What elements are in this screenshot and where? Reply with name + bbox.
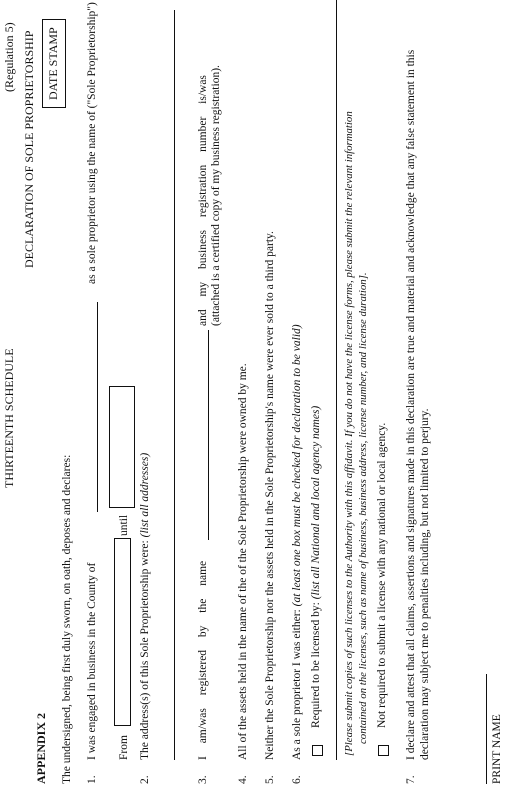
item-1-text: I was engaged in business in the County of (86, 562, 98, 760)
from-label: From (118, 735, 130, 760)
county-field[interactable] (97, 302, 98, 512)
from-date-field[interactable] (114, 538, 131, 726)
item-1-number: 1. (86, 775, 98, 784)
item-4-number: 4. (237, 775, 249, 784)
regulation-label: (Regulation 5) (2, 22, 16, 92)
item-6-note: (at least one box must be checked for declaration to be valid) (291, 324, 303, 607)
print-name-label: PRINT NAME (491, 714, 503, 784)
item-3-part1: I am/was registered by the name (197, 560, 209, 760)
submit-note-line2: contained on the licenses, such as name of business, business address, license number, and license duration]. (357, 272, 369, 744)
item-3-number: 3. (197, 775, 209, 784)
not-required-checkbox[interactable] (378, 745, 389, 756)
not-required-label: Not required to submit a license with any national or local agency. (376, 422, 388, 728)
item-5-text: Neither the Sole Proprietorship nor the assets held in the Sole Proprietorship's name were ever sold to a third party. (264, 231, 276, 760)
until-date-field[interactable] (109, 386, 135, 508)
item-1-suffix: as a sole proprietor using the name of ("Sole Proprietorship") (86, 2, 98, 284)
page-title: DECLARATION OF SOLE PROPRIETORSHIP (22, 30, 36, 268)
licensed-checkbox[interactable] (312, 745, 323, 756)
addresses-field-line[interactable] (174, 10, 175, 760)
licensed-option (309, 406, 324, 728)
submit-note-line1: [Please submit copies of such licenses to the Authority with this affidavit. If you do not have the license forms, please submit the relevant information (343, 111, 355, 756)
item-5-number: 5. (264, 775, 276, 784)
item-4-text: All of the assets held in the name of the of the Sole Proprietorship were owned by me. (237, 363, 249, 760)
item-7-line2: declaration may subject me to penalties including, but not limited to perjury. (419, 408, 431, 760)
item-3-part3: (attached is a certified copy of my business registration). (210, 65, 222, 326)
appendix-label: APPENDIX 2 (34, 713, 48, 784)
registered-name-field[interactable] (208, 330, 209, 540)
item-6-label: As a sole proprietor I was either: (291, 609, 303, 760)
item-7-line1: I declare and attest that all claims, assertions and signatures made in this declaration are true and material and acknowledge that any false statement in this (405, 49, 417, 760)
item-2-note: (list all addresses) (139, 452, 151, 538)
print-name-line[interactable] (486, 674, 487, 784)
agency-names-field-line[interactable] (336, 0, 337, 760)
item-3-part2: and my business registration number is/was (197, 75, 209, 326)
item-7-number: 7. (405, 775, 417, 784)
intro-text: The undersigned, being first duly sworn, on oath, deposes and declares: (61, 454, 73, 784)
item-6-number: 6. (291, 775, 303, 784)
licensed-label: Required to be licensed by: (310, 602, 322, 728)
licensed-note: (list all National and local agency names) (310, 405, 322, 600)
schedule-title: THIRTEENTH SCHEDULE (2, 348, 16, 488)
until-label: until (118, 514, 130, 536)
item-2-number: 2. (139, 775, 151, 784)
item-2-text (138, 453, 153, 760)
item-2-label: The address(s) of this Sole Proprietorship were: (139, 540, 151, 760)
date-stamp-box: DATE STAMP (42, 19, 66, 108)
item-6-text (290, 324, 305, 760)
